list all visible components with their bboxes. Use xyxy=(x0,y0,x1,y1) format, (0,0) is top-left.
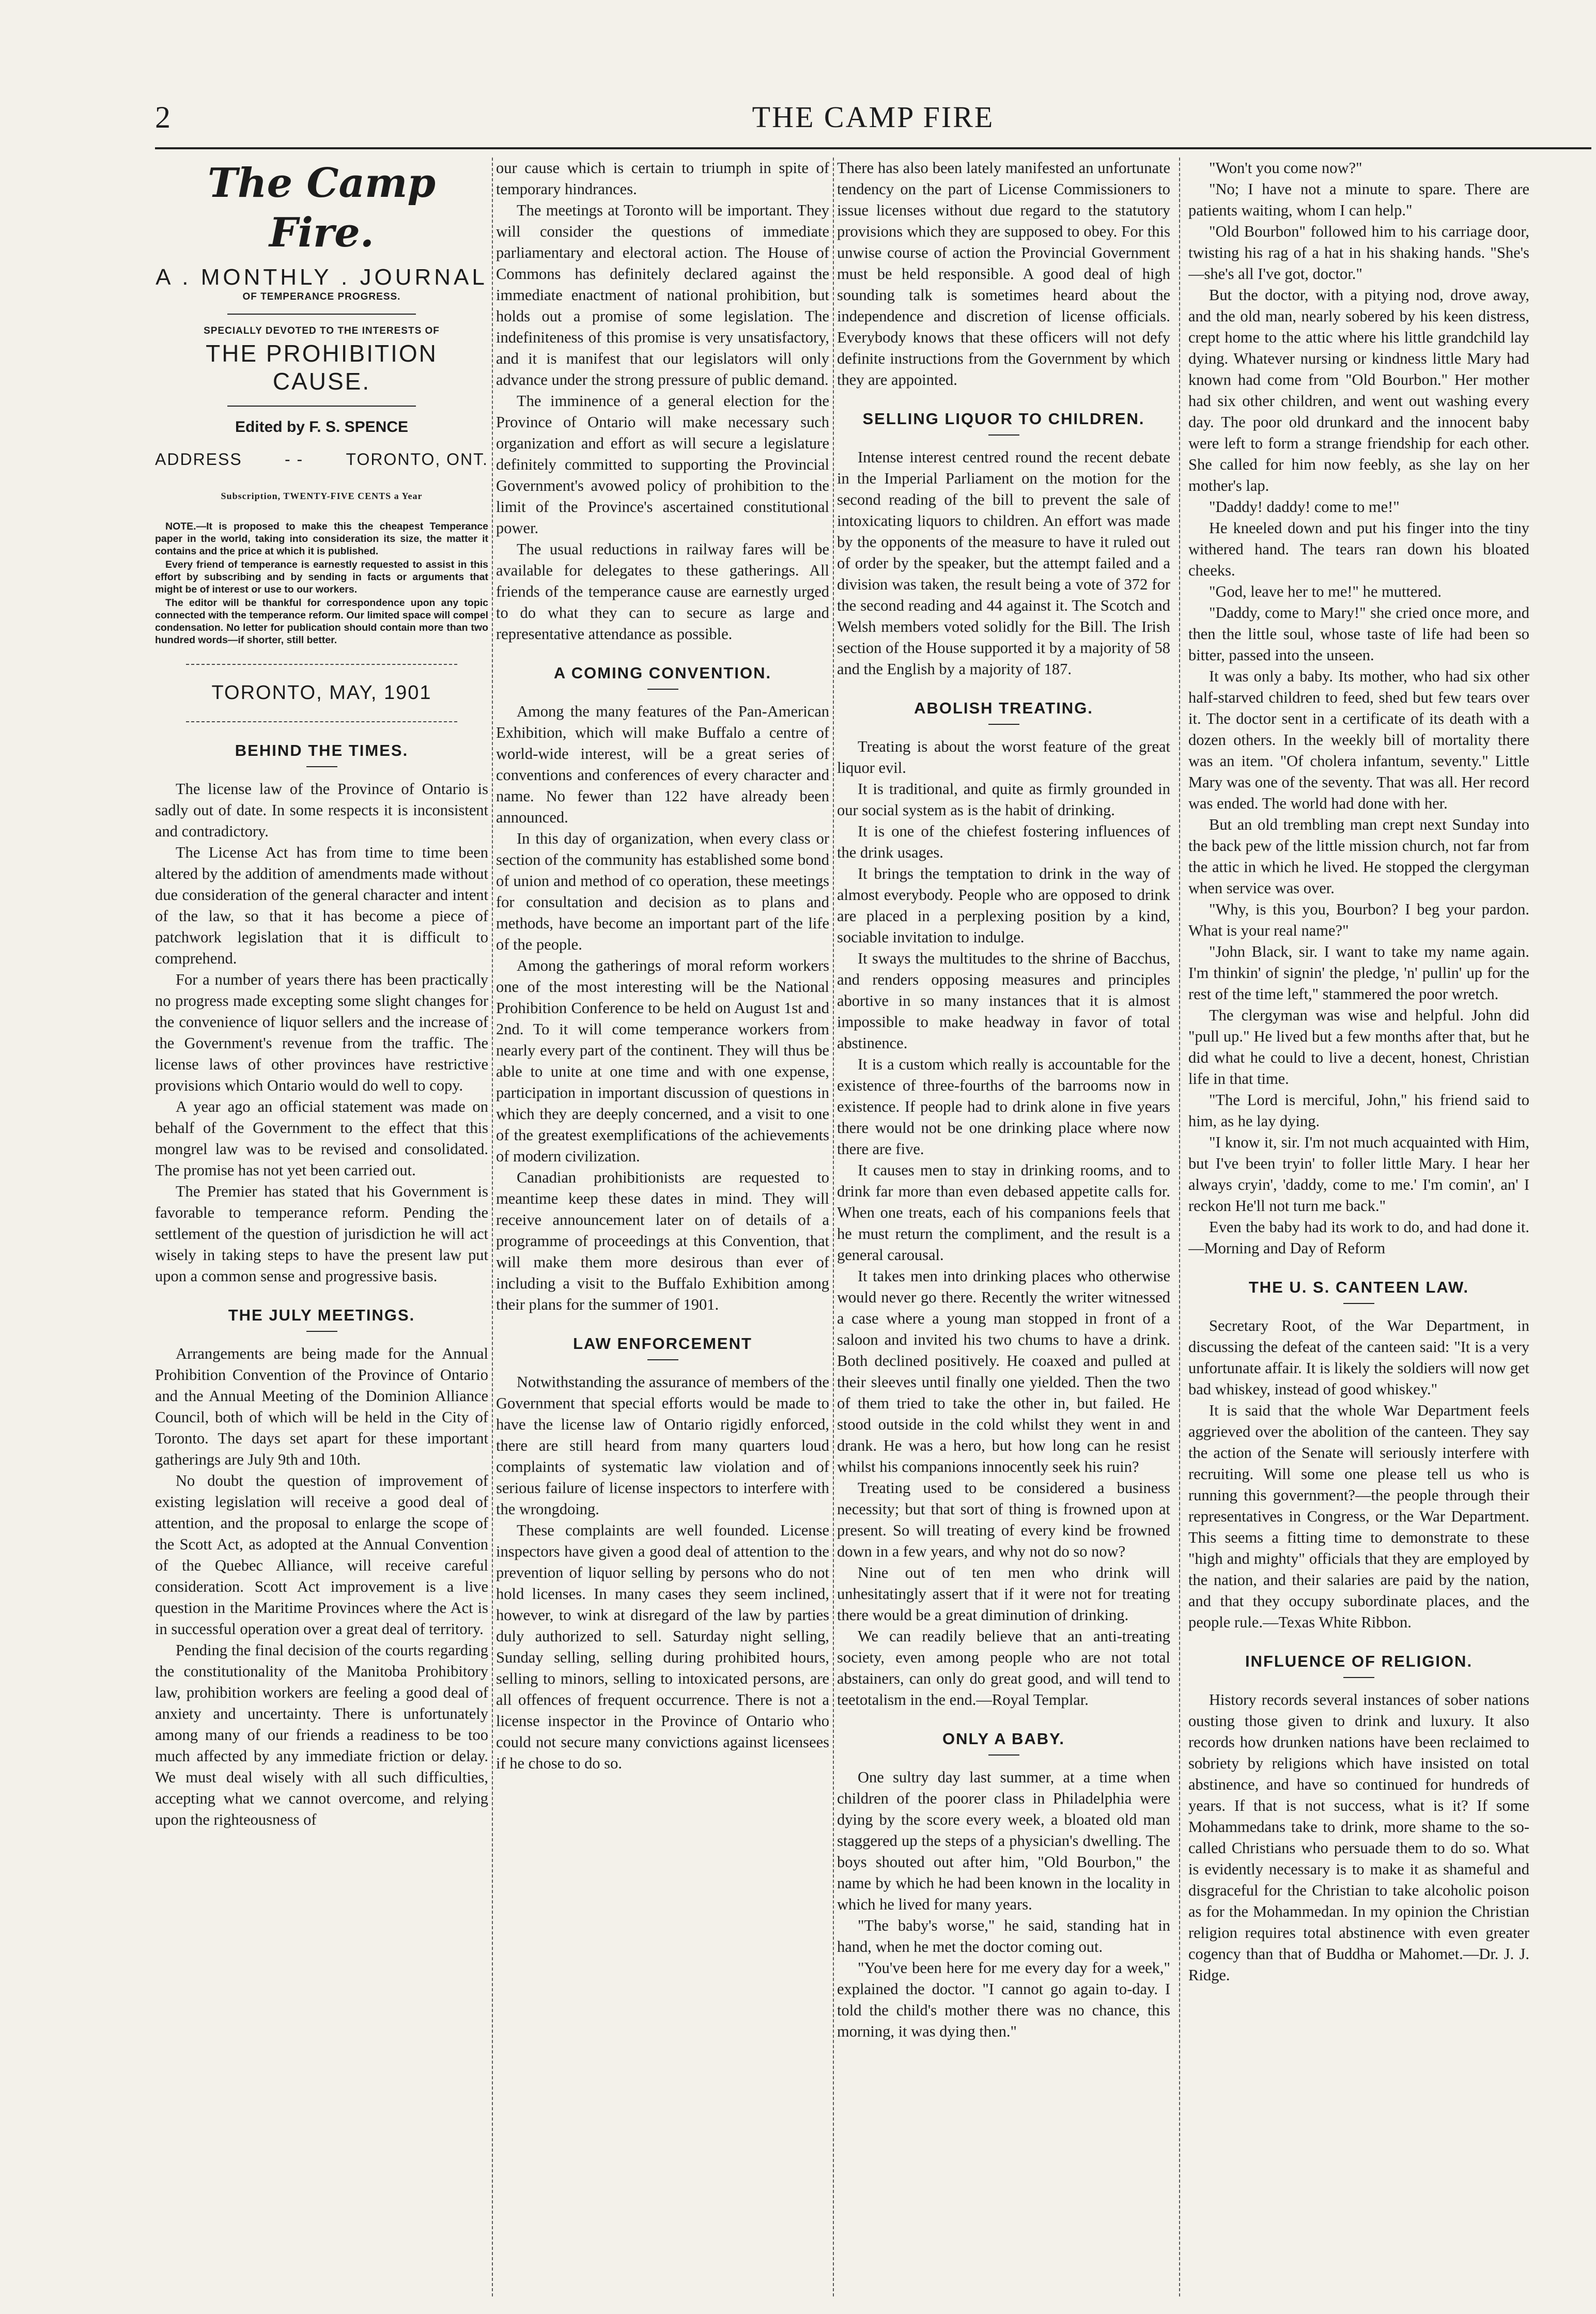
article-title-only-a-baby: ONLY A BABY. xyxy=(942,1730,1065,1748)
article-paragraph: In this day of organization, when every class or section of the community has established some bond of union and method of co operation, these meetings for consultation and decision as to plans and methods, have become an important part of the life of the people. xyxy=(496,830,829,953)
article-paragraph: But the doctor, with a pitying nod, drove away, and the old man, nearly sobered by his keen distress, crept home to the attic where his little grandchild lay dying. Whatever nursing or kindness little Mary had known had come from "Old Bourbon." Her mother had six other children, and went out washing every day. The poor old drunkard and the innocent baby were left to form a strange friendship for each other. She called for him now feebly, as she lay on her mother's lap. xyxy=(1188,286,1529,494)
masthead-name: The Camp Fire. xyxy=(207,160,436,256)
article-paragraph: "God, leave her to me!" he muttered. xyxy=(1209,583,1442,600)
article-paragraph: It sways the multitudes to the shrine of Bacchus, and renders opposing measures and principles abortive in so many instances that it is almost impossible to make headway in favor of total abstinence. xyxy=(837,950,1170,1052)
article-paragraph: Among the gatherings of moral reform workers one of the most interesting will be the National Prohibition Conference to be held on August 1st and 2nd. To it will come temperance workers from nearly every part of the continent. They will thus be able to unite at one time and with one expense, participation in important discussion of questions in which they are deeply concerned, and a visit to one of the greatest exemplifications of the achievements of modern civilization. xyxy=(496,957,829,1165)
column-3 xyxy=(837,158,1170,2296)
article-paragraph: Arrangements are being made for the Annual Prohibition Convention of the Province of Ontario and the Annual Meeting of the Dominion Alliance Council, both of which will be held in the City of Toronto. The days set apart for these important gatherings are July 9th and 10th. xyxy=(155,1345,488,1468)
article-title-law-enforcement: LAW ENFORCEMENT xyxy=(573,1334,752,1353)
article-paragraph: "Why, is this you, Bourbon? I beg your pardon. What is your real name?" xyxy=(1188,900,1529,939)
article-paragraph: "Won't you come now?" xyxy=(1209,159,1362,177)
article-paragraph: "Daddy, come to Mary!" she cried once more, and then the little soul, whose taste of life had been so bitter, passed into the unseen. xyxy=(1188,604,1529,664)
running-title: THE CAMP FIRE xyxy=(752,100,995,134)
address-separator: - - xyxy=(285,450,304,469)
article-paragraph: The imminence of a general election for the Province of Ontario will make necessary such organization and effort as will secure a legislature definitely committed to supporting the Provincial Government's avowed policy of prohibition to the limit of the Province's ascertained constitutional power. xyxy=(496,392,829,537)
article-paragraph: "Daddy! daddy! come to me!" xyxy=(1209,498,1400,516)
article-paragraph: One sultry day last summer, at a time when children of the poorer class in Philadelphia were dying by the score every week, a bloated old man staggered up the steps of a physician's dwelling. The boys shouted out after him, "Old Bourbon," the name by which he had been known in the locality in which he lived for many years. xyxy=(837,1768,1170,1913)
title-rule xyxy=(306,766,337,767)
article-paragraph: "The baby's worse," he said, standing hat in hand, when he met the doctor coming out. xyxy=(837,1917,1170,1955)
article-paragraph: We can readily believe that an anti-treating society, even among people who are not total abstainers, can only do great good, and will tend to teetotalism in the end.—Royal Templar. xyxy=(837,1627,1170,1709)
article-paragraph: A year ago an official statement was made on behalf of the Government to the effect that this mongrel law was to be revised and consolidated. The promise has not yet been carried out. xyxy=(155,1098,488,1179)
article-paragraph: Secretary Root, of the War Department, in discussing the defeat of the canteen said: "It is a very unfortunate affair. It is likely the soldiers will now get bad whiskey, instead of good whiskey." xyxy=(1188,1317,1529,1398)
article-paragraph: The License Act has from time to time been altered by the addition of amendments made without due consideration of the general character and intent of the law, so that it has become a piece of patchwork legislation that it is difficult to comprehend. xyxy=(155,844,488,967)
article-title-canteen-law: THE U. S. CANTEEN LAW. xyxy=(1248,1278,1469,1296)
masthead-rule xyxy=(227,406,416,407)
article-paragraph: The usual reductions in railway fares will be available for delegates to these gatherings. All friends of the temperance cause are earnestly urged to do what they can to secure as large and representative attendance as possible. xyxy=(496,540,829,643)
article-paragraph: Intense interest centred round the recent debate in the Imperial Parliament on the motion for the second reading of the bill to prevent the sale of intoxicating liquors to children. An effort was made by the opponents of the measure to have it ruled out of order by the speaker, but the attempt failed and a division was taken, the result being a vote of 372 for the second reading and 44 against it. The Scotch and Welsh members voted solidly for the Bill. The Irish section of the House supported it by a majority of 58 and the English by a majority of 187. xyxy=(837,448,1170,678)
title-rule xyxy=(647,689,678,690)
address-value: TORONTO, ONT. xyxy=(346,450,488,469)
article-paragraph: The meetings at Toronto will be important. They will consider the questions of immediate parliamentary and electoral action. The House of Commons has definitely declared against the immediate enactment of national prohibition, but holds out a promise of some legislation. The indefiniteness of this promise is very unsatisfactory, and it is manifest that our legislators will only advance under the strong pressure of public demand. xyxy=(496,201,829,389)
notice-paragraph: Every friend of temperance is earnestly requested to assist in this effort by subscribing and by sending in facts or arguments that might be of interest or use to our workers. xyxy=(155,559,488,595)
article-paragraph: Treating used to be considered a business necessity; but that sort of thing is frowned upon at present. So will treating of every kind be frowned down in a few years, and why not do so now? xyxy=(837,1479,1170,1560)
column-4 xyxy=(1188,158,1529,2296)
article-paragraph: "Old Bourbon" followed him to his carriage door, twisting his rag of a hat in his shaking hands. "She's—she's all I've got, doctor." xyxy=(1188,223,1529,283)
article-paragraph: These complaints are well founded. License inspectors have given a good deal of attention to the prevention of liquor selling by persons who do not hold licenses. In many cases they seem inclined, however, to wink at disregard of the law by parties duly authorized to sell. Saturday night selling, Sunday selling, selling during prohibited hours, selling to minors, selling to intoxicated persons, are all offences of frequent occurrence. There is not a license inspector in the Province of Ontario who could not secure many convictions against licensees if he chose to do so. xyxy=(496,1521,829,1772)
notice-rule xyxy=(186,664,457,665)
article-paragraph: Treating is about the worst feature of the great liquor evil. xyxy=(837,738,1170,776)
article-paragraph: Even the baby had its work to do, and had done it.—Morning and Day of Reform xyxy=(1188,1218,1529,1257)
dateline-rule xyxy=(186,721,457,722)
article-paragraph: No doubt the question of improvement of existing legislation will receive a good deal of attention, and the proposal to enlarge the scope of the Scott Act, as adopted at the Annual Convention of the Quebec Alliance, will receive careful consideration. Scott Act improvement is a live question in the Maritime Provinces where the Act is in successful operation over a great deal of territory. xyxy=(155,1472,488,1638)
article-title-selling-liquor: SELLING LIQUOR TO CHILDREN. xyxy=(862,410,1145,428)
masthead-editor: Edited by F. S. SPENCE xyxy=(235,418,409,436)
article-paragraph: It is said that the whole War Department feels aggrieved over the abolition of the canteen. They say the action of the Senate will seriously interfere with recruiting. Will some one please tell us who is running this government?—the people through their representatives in Congress, or the War Department. This seems a fitting time to demonstrate to these "high and mighty" officials that they are employed by the nation, and their salaries are paid by the nation, and that they occupy subordinate places, and the people rule.—Texas White Ribbon. xyxy=(1188,1402,1529,1631)
title-rule xyxy=(306,1331,337,1332)
title-rule xyxy=(1343,1677,1374,1678)
article-paragraph: It causes men to stay in drinking rooms, and to drink far more than even debased appetite calls for. When one treats, each of his companions feels that he must return the compliment, and the result is a general carousal. xyxy=(837,1161,1170,1264)
article-paragraph: For a number of years there has been practically no progress made excepting some slight changes for the convenience of liquor sellers and the increase of the Government's revenue from the traffic. The license laws of other provinces have restrictive provisions which Ontario would do well to copy. xyxy=(155,971,488,1094)
article-paragraph: Pending the final decision of the courts regarding the constitutionality of the Manitoba Prohibitory law, prohibition workers are feeling a good deal of anxiety and uncertainty. There is unfortunately among many of our friends a readiness to be too much affected by any immediate friction or delay. We must deal wisely with all such difficulties, accepting what we cannot overcome, and relying upon the righteousness of xyxy=(155,1641,488,1828)
notice-paragraph: NOTE.—It is proposed to make this the cheapest Temperance paper in the world, taking into consideration its size, the matter it contains and the price at which it is published. xyxy=(155,521,488,557)
notice-paragraph: The editor will be thankful for correspondence upon any topic connected with the temperance reform. Our limited space will compel condensation. No letter for publication should contain more than two hundred words—if shorter, still better. xyxy=(155,597,488,646)
article-paragraph: Canadian prohibitionists are requested to meantime keep these dates in mind. They will receive announcement later on of details of a programme of proceedings at this Convention, that will make them more desirous than ever of including a visit to the Buffalo Exhibition among their plans for the summer of 1901. xyxy=(496,1169,829,1313)
article-paragraph: But an old trembling man crept next Sunday into the back pew of the little mission church, not far from the attic in which he lived. He stopped the clergyman when service was over. xyxy=(1188,816,1529,897)
page-header xyxy=(155,96,1591,152)
dateline: TORONTO, MAY, 1901 xyxy=(211,682,432,704)
masthead-devoted: SPECIALLY DEVOTED TO THE INTERESTS OF xyxy=(204,325,440,336)
article-paragraph: The license law of the Province of Ontario is sadly out of date. In some respects it is inconsistent and contradictory. xyxy=(155,780,488,840)
article-paragraph: The Premier has stated that his Government is favorable to temperance reform. Pending the settlement of the question of jurisdiction he will act wisely in taking steps to have the present law put upon a common sense and progressive basis. xyxy=(155,1183,488,1285)
article-paragraph: It is a custom which really is accountable for the existence of three-fourths of the barrooms now in existence. If people had to drink alone in five years there would not be one drinking place where now there are five. xyxy=(837,1055,1170,1158)
article-paragraph: It is traditional, and quite as firmly grounded in our social system as is the habit of drinking. xyxy=(837,780,1170,819)
masthead-subtitle: A . MONTHLY . JOURNAL xyxy=(156,265,488,290)
masthead-rule xyxy=(227,314,416,315)
subscription-line: Subscription, TWENTY-FIVE CENTS a Year xyxy=(221,491,423,501)
article-paragraph: It brings the temptation to drink in the way of almost everybody. People who are opposed to drink are placed in a perplexing position by a kind, sociable invitation to indulge. xyxy=(837,865,1170,946)
column-divider xyxy=(833,158,834,2296)
title-rule xyxy=(1343,1303,1374,1304)
article-paragraph: It takes men into drinking places who otherwise would never go there. Recently the writer witnessed a case where a young man stopped in front of a saloon and invited his two chums to have a drink. Both declined positively. He coaxed and pulled at their sleeves until finally one yielded. Then the two of them tried to take the other in, but failed. He stood outside in the cold whilst they went in and drank. He was a hero, but how long can he resist whilst his companions innocently seek his ruin? xyxy=(837,1267,1170,1476)
article-paragraph: "You've been here for me every day for a week," explained the doctor. "I cannot go again to-day. I told the child's mother there was no chance, this morning, it was dying then." xyxy=(837,1959,1170,2040)
article-paragraph: There has also been lately manifested an unfortunate tendency on the part of License Commissioners to issue licenses without due regard to the statutory provisions which they are supposed to obey. For this unwise course of action the Provincial Government must be held responsible. A good deal of high sounding talk is sometimes heard about the independence and discretion of license officials. Everybody knows that these officers will not defy definite instructions from the Government by which they are appointed. xyxy=(837,159,1170,389)
masthead-address xyxy=(155,449,488,470)
article-paragraph: He kneeled down and put his finger into the tiny withered hand. The tears ran down his bloated cheeks. xyxy=(1188,519,1529,579)
title-rule xyxy=(988,434,1019,436)
article-title-coming-convention: A COMING CONVENTION. xyxy=(553,664,772,682)
title-rule xyxy=(988,724,1019,725)
article-paragraph: The clergyman was wise and helpful. John did "pull up." He lived but a few months after that, but he did what he could to live a decent, honest, Christian life in that time. xyxy=(1188,1006,1529,1088)
column-2 xyxy=(496,158,829,2296)
article-paragraph: "The Lord is merciful, John," his friend said to him, as he lay dying. xyxy=(1188,1091,1529,1130)
article-paragraph: It was only a baby. Its mother, who had six other half-starved children to feed, shed but few tears over it. The doctor sent in a certificate of its death with a dozen others. In the weekly bill of mortality there was an item. "Of cholera infantum, seventy." Little Mary was one of the seventy. That was all. Her record was ended. The world had done with her. xyxy=(1188,667,1529,812)
column-divider xyxy=(1179,158,1180,2296)
article-paragraph: "No; I have not a minute to spare. There are patients waiting, whom I can help." xyxy=(1188,180,1529,219)
article-paragraph: "John Black, sir. I want to take my name again. I'm thinkin' of signin' the pledge, 'n' pullin' up for the rest of the time left," stammered the poor wretch. xyxy=(1188,943,1529,1003)
title-rule xyxy=(647,1359,678,1360)
article-title-abolish-treating: ABOLISH TREATING. xyxy=(914,699,1093,717)
column-divider xyxy=(492,158,493,2296)
title-rule xyxy=(988,1754,1019,1756)
article-paragraph: Among the many features of the Pan-American Exhibition, which will make Buffalo a centre of world-wide interest, will be a great series of conventions and conferences of every character and name. No fewer than 122 have already been announced. xyxy=(496,703,829,826)
masthead-of-line: OF TEMPERANCE PROGRESS. xyxy=(242,291,401,302)
address-label: ADDRESS xyxy=(155,450,242,469)
article-paragraph: History records several instances of sober nations ousting those given to drink and luxury. It also records how drunken nations have been reclaimed to sobriety by religions which have insisted on total abstinence, and have so continued for hundreds of years. If that is not success, what is it? If some Mohammedans take to drink, more shame to the so-called Christians who persuade them to do so. What is evidently necessary is to make it as shameful and disgraceful for the Christian to take alcoholic poison as for the Mohammedan. In my opinion the Christian religion requires total abstinence with even greater cogency than that of Buddha or Mahomet.—Dr. J. J. Ridge. xyxy=(1188,1691,1529,1984)
article-paragraph: "I know it, sir. I'm not much acquainted with Him, but I've been tryin' to foller little Mary. I hear her always cryin', 'daddy, come to me.' I'm comin', an' I reckon He'll not turn me back." xyxy=(1188,1133,1529,1215)
column-1 xyxy=(155,158,488,2296)
article-title-july-meetings: THE JULY MEETINGS. xyxy=(228,1306,415,1324)
article-title-behind-the-times: BEHIND THE TIMES. xyxy=(235,741,409,759)
article-title-influence-of-religion: INFLUENCE OF RELIGION. xyxy=(1245,1652,1473,1670)
article-paragraph: It is one of the chiefest fostering influences of the drink usages. xyxy=(837,822,1170,861)
article-paragraph: Notwithstanding the assurance of members of the Government that special efforts would be made to have the license law of Ontario rigidly enforced, there are still heard from many quarters loud complaints of systematic law violation and of serious failure of license inspectors to interfere with the wrongdoing. xyxy=(496,1373,829,1518)
editorial-notice xyxy=(155,520,488,646)
page-number: 2 xyxy=(155,100,171,134)
masthead xyxy=(155,159,488,507)
article-paragraph: Nine out of ten men who drink will unhesitatingly assert that if it were not for treating there would be a great diminution of drinking. xyxy=(837,1564,1170,1624)
header-rule xyxy=(155,147,1591,149)
masthead-cause: THE PROHIBITION CAUSE. xyxy=(206,340,438,395)
article-paragraph: our cause which is certain to triumph in spite of temporary hindrances. xyxy=(496,159,829,198)
